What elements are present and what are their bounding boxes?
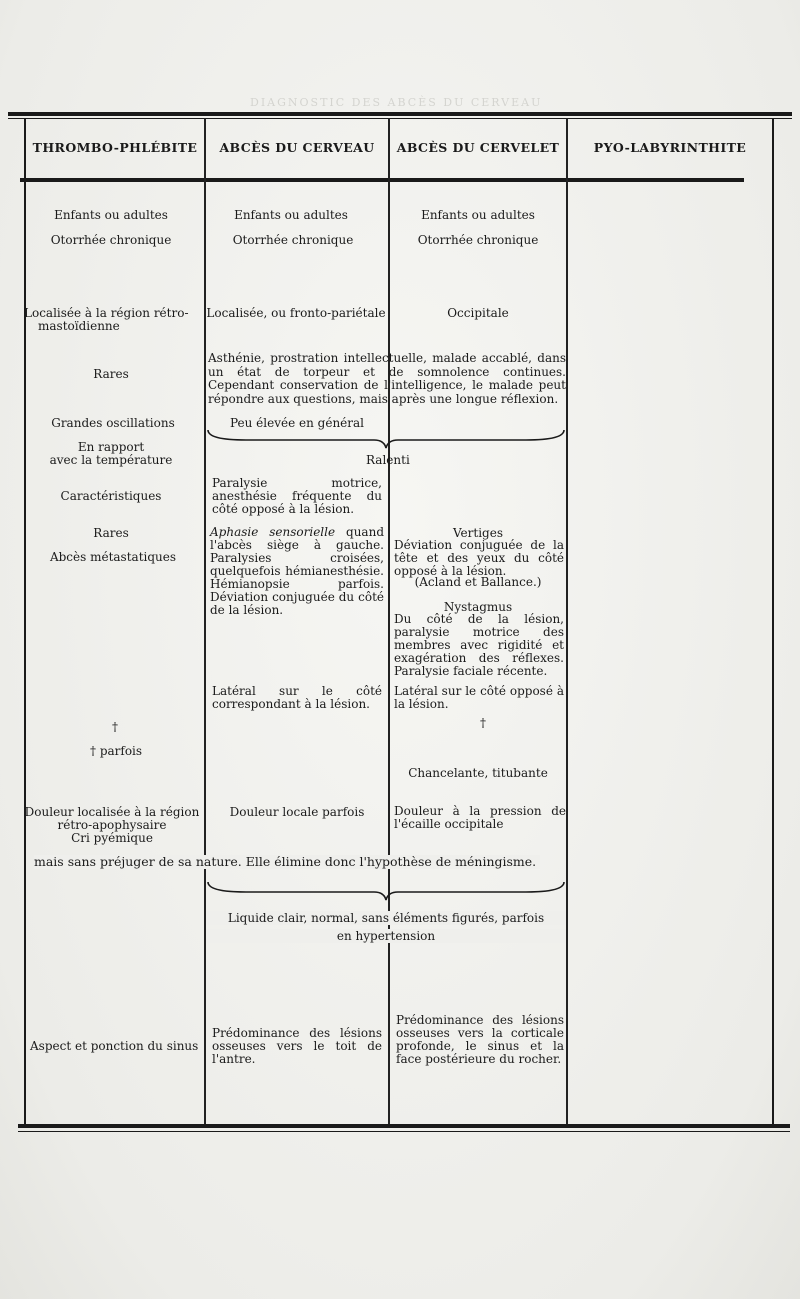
table-bottom-rule [18,1124,790,1128]
cell-douleur-col1-line1: Douleur localisée à la région [24,805,200,819]
cell-liquide-line2: en hypertension [206,929,566,943]
cell-dagger-parfois-col1: † parfois [90,744,143,758]
cell-localisation-col1-line1: Localisée à la région rétro- [24,306,189,320]
table-top-thin-rule [8,118,792,119]
header-rule-4 [568,178,744,182]
cell-localisation-col2: Localisée, ou fronto-pariétale [206,306,386,320]
cell-oscillations-col1: Grandes oscillations [51,416,175,430]
table-top-rule [8,112,792,116]
cell-otorrhee-col2: Otorrhée chronique [232,233,354,247]
brace-temperature [206,428,566,450]
cell-age-col3: Enfants ou adultes [421,208,535,222]
cell-abces-metastatiques-col1: Abcès métastatiques [49,550,177,564]
cell-nystagmus-col3: Nystagmus [443,600,513,614]
brace-liquide [206,880,566,902]
cell-douleur-col3: Douleur à la pression de l'écaille occipitale [394,804,566,831]
header-rule-3 [390,178,566,182]
header-rule-1 [20,178,204,182]
cell-otorrhee-col3: Otorrhée chronique [417,233,539,247]
cell-localisation-col3: Occipitale [447,306,509,320]
cell-aphasie-col2 [210,526,384,617]
cell-pouls-col1-line2: avec la température [49,453,173,467]
column-divider-2 [388,118,390,1124]
cell-ralenti: Ralenti [366,453,410,467]
cell-dagger-col3: † [480,716,486,730]
aphasie-rest: quand l'abcès siège à gauche. Paralysies croisées, quelquefois hémianesthésie. Hémianopsie parfois. Déviation conjuguée du côté de la lésion. [210,525,384,617]
cell-douleur-col1-line2: rétro-apophysaire [57,818,167,832]
cell-predominance-col3: Prédominance des lésions osseuses vers la corticale profonde, le sinus et la face postérieure du rocher. [396,1013,564,1066]
cell-acland-col3: (Acland et Ballance.) [414,575,542,589]
cell-cote-lesion-col3: Du côté de la lésion, paralysie motrice des membres avec rigidité et exagération des réflexes. Paralysie faciale récente. [394,612,564,678]
running-head: DIAGNOSTIC DES ABCÈS DU CERVEAU [250,96,543,109]
cell-caracteristiques-col1: Caractéristiques [60,489,162,503]
cell-dagger-col1: † [112,720,118,734]
cell-asthenie-span: Asthénie, prostration intellectuelle, malade accablé, dans un état de torpeur et de somnolence continues. Cependant conservation de l'intelligence, le malade peut répondre aux questions, mais après une longue réflexion. [208,351,566,406]
cell-paralysie-motrice-col2: Paralysie motrice, anesthésie fréquente du côté opposé à la lésion. [212,476,382,516]
cell-age-col2: Enfants ou adultes [234,208,348,222]
sentence-prejuger: mais sans préjuger de sa nature. Elle élimine donc l'hypothèse de méningisme. [34,855,540,869]
right-border [772,118,774,1124]
cell-douleur-col1-line3: Cri pyémique [71,831,153,845]
cell-deviation-col3: Déviation conjuguée de la tête et des yeux du côté opposé à la lésion. [394,538,564,578]
cell-liquide-line1: Liquide clair, normal, sans éléments figurés, parfois [206,911,566,925]
cell-otorrhee-col1: Otorrhée chronique [50,233,172,247]
header-pyo-labyrinthite: PYO-LABYRINTHITE [593,140,747,155]
cell-douleur-col2: Douleur locale parfois [229,805,365,819]
header-thrombo-phlebite: THROMBO-PHLÉBITE [32,140,198,155]
table-bottom-thin-rule [18,1131,790,1132]
cell-pouls-col1-line1: En rapport [77,440,145,454]
cell-predominance-col2: Prédominance des lésions osseuses vers le toit de l'antre. [212,1026,382,1066]
header-rule-2 [206,178,388,182]
header-abces-cervelet: ABCÈS DU CERVELET [396,140,560,155]
left-border [24,118,26,1124]
cell-peu-elevee-col2: Peu élevée en général [230,416,365,430]
cell-rares-col1-second: Rares [93,526,129,540]
cell-rares-col1: Rares [93,367,129,381]
cell-vertiges-col3: Vertiges [452,526,503,540]
header-abces-cerveau: ABCÈS DU CERVEAU [219,140,375,155]
aphasie-italic-label: Aphasie sensorielle [210,525,336,539]
cell-lateral-col2: Latéral sur le côté correspondant à la lésion. [212,684,382,711]
column-divider-1 [204,118,206,1124]
cell-chancelante-col3: Chancelante, titubante [408,766,548,780]
cell-localisation-col1-line2: mastoïdienne [38,319,120,333]
cell-age-col1: Enfants ou adultes [54,208,168,222]
cell-lateral-col3: Latéral sur le côté opposé à la lésion. [394,684,564,711]
cell-aspect-col1: Aspect et ponction du sinus [30,1039,199,1053]
column-divider-3 [566,118,568,1124]
